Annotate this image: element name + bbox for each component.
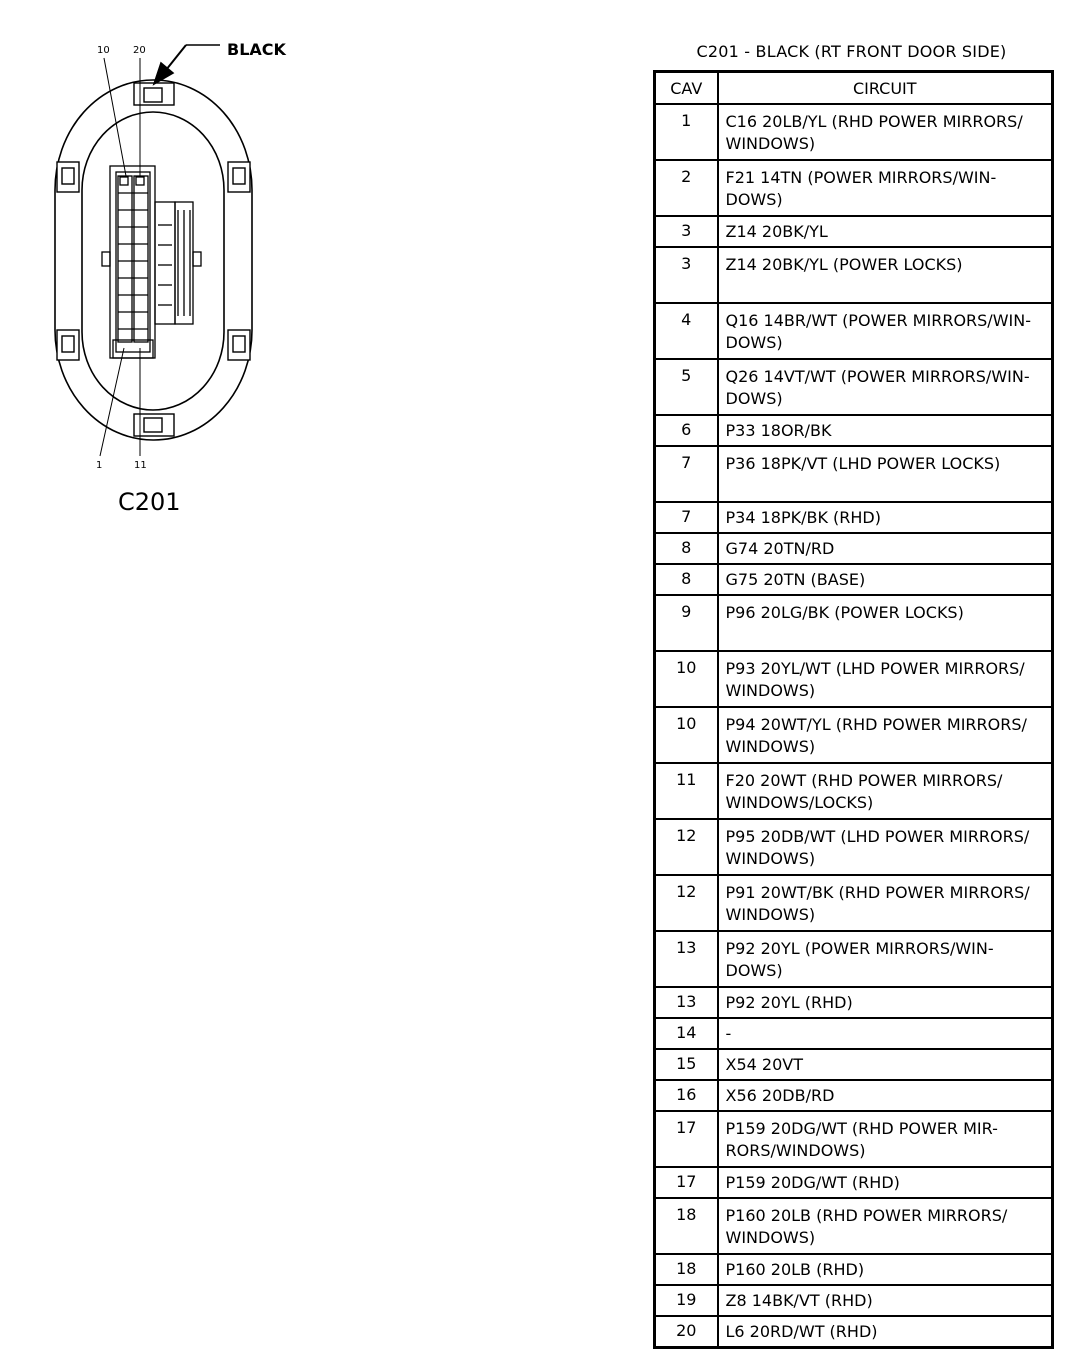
pinout-table (653, 70, 1054, 1349)
table-row (655, 104, 1053, 160)
circuit-cell: P159 20DG/WT (RHD POWER MIR- RORS/WINDOWS) (718, 1111, 1053, 1167)
table-row (655, 564, 1053, 595)
circuit-cell: G75 20TN (BASE) (718, 564, 1053, 595)
cav-cell: 3 (655, 247, 718, 303)
circuit-cell: Z14 20BK/YL (POWER LOCKS) (718, 247, 1053, 303)
cav-cell: 11 (655, 763, 718, 819)
table-row (655, 1167, 1053, 1198)
cav-cell: 13 (655, 987, 718, 1018)
cav-cell: 2 (655, 160, 718, 216)
table-row (655, 763, 1053, 819)
table-row (655, 247, 1053, 303)
cav-cell: 17 (655, 1111, 718, 1167)
cav-cell: 17 (655, 1167, 718, 1198)
cav-cell: 4 (655, 303, 718, 359)
circuit-cell: Q16 14BR/WT (POWER MIRRORS/WIN- DOWS) (718, 303, 1053, 359)
table-row (655, 1111, 1053, 1167)
cav-cell: 8 (655, 564, 718, 595)
connector-inner-seal (82, 112, 224, 410)
cav-cell: 1 (655, 104, 718, 160)
circuit-cell: G74 20TN/RD (718, 533, 1053, 564)
table-row (655, 931, 1053, 987)
circuit-cell: P93 20YL/WT (LHD POWER MIRRORS/ WINDOWS) (718, 651, 1053, 707)
connector-latch-tabs (57, 83, 250, 436)
circuit-cell: P36 18PK/VT (LHD POWER LOCKS) (718, 446, 1053, 502)
table-row (655, 651, 1053, 707)
circuit-cell: P95 20DB/WT (LHD POWER MIRRORS/ WINDOWS) (718, 819, 1053, 875)
cav-cell: 5 (655, 359, 718, 415)
pinout-body (655, 104, 1053, 1348)
table-row (655, 819, 1053, 875)
table-row (655, 160, 1053, 216)
cav-cell: 12 (655, 819, 718, 875)
circuit-cell: X54 20VT (718, 1049, 1053, 1080)
cav-cell: 18 (655, 1198, 718, 1254)
cav-cell: 7 (655, 446, 718, 502)
connector-outer-housing (55, 80, 252, 440)
cav-cell: 15 (655, 1049, 718, 1080)
circuit-cell: P96 20LG/BK (POWER LOCKS) (718, 595, 1053, 651)
table-row (655, 1285, 1053, 1316)
pin-label-11: 11 (134, 460, 147, 471)
connector-diagram (40, 30, 290, 530)
cav-cell: 9 (655, 595, 718, 651)
cav-cell: 12 (655, 875, 718, 931)
cav-cell: 7 (655, 502, 718, 533)
cav-cell: 20 (655, 1316, 718, 1348)
circuit-cell: Z14 20BK/YL (718, 216, 1053, 247)
circuit-cell: C16 20LB/YL (RHD POWER MIRRORS/ WINDOWS) (718, 104, 1053, 160)
cav-cell: 16 (655, 1080, 718, 1111)
connector-color-label: BLACK (227, 40, 286, 59)
pin-label-10: 10 (97, 45, 110, 56)
table-row (655, 1080, 1053, 1111)
circuit-cell: P33 18OR/BK (718, 415, 1053, 446)
cav-cell: 3 (655, 216, 718, 247)
table-row (655, 1018, 1053, 1049)
cav-cell: 8 (655, 533, 718, 564)
table-row (655, 707, 1053, 763)
circuit-cell: P159 20DG/WT (RHD) (718, 1167, 1053, 1198)
table-row (655, 446, 1053, 502)
connector-terminal-block (102, 166, 201, 358)
table-title: C201 - BLACK (RT FRONT DOOR SIDE) (696, 42, 1007, 61)
cav-cell: 13 (655, 931, 718, 987)
circuit-cell: Q26 14VT/WT (POWER MIRRORS/WIN- DOWS) (718, 359, 1053, 415)
table-row (655, 1254, 1053, 1285)
cav-cell: 6 (655, 415, 718, 446)
table-row (655, 1316, 1053, 1348)
circuit-cell: Z8 14BK/VT (RHD) (718, 1285, 1053, 1316)
cav-cell: 10 (655, 651, 718, 707)
table-row (655, 415, 1053, 446)
table-row (655, 502, 1053, 533)
table-row (655, 533, 1053, 564)
color-pointer-arrow (154, 45, 220, 84)
connector-name-label: C201 (118, 488, 181, 516)
table-row (655, 875, 1053, 931)
table-row (655, 987, 1053, 1018)
header-circuit: CIRCUIT (718, 72, 1053, 105)
circuit-cell: P160 20LB (RHD POWER MIRRORS/ WINDOWS) (718, 1198, 1053, 1254)
circuit-cell: P92 20YL (RHD) (718, 987, 1053, 1018)
circuit-cell: P160 20LB (RHD) (718, 1254, 1053, 1285)
table-row (655, 1198, 1053, 1254)
table-header-row (655, 72, 1053, 105)
table-row (655, 595, 1053, 651)
cav-cell: 19 (655, 1285, 718, 1316)
table-row (655, 359, 1053, 415)
circuit-cell: P94 20WT/YL (RHD POWER MIRRORS/ WINDOWS) (718, 707, 1053, 763)
table-row (655, 303, 1053, 359)
table-row (655, 1049, 1053, 1080)
circuit-cell: P91 20WT/BK (RHD POWER MIRRORS/ WINDOWS) (718, 875, 1053, 931)
cav-cell: 10 (655, 707, 718, 763)
circuit-cell: P34 18PK/BK (RHD) (718, 502, 1053, 533)
circuit-cell: F21 14TN (POWER MIRRORS/WIN- DOWS) (718, 160, 1053, 216)
header-cav: CAV (655, 72, 718, 105)
circuit-cell: F20 20WT (RHD POWER MIRRORS/ WINDOWS/LOCKS) (718, 763, 1053, 819)
circuit-cell: P92 20YL (POWER MIRRORS/WIN- DOWS) (718, 931, 1053, 987)
cav-cell: 14 (655, 1018, 718, 1049)
pin-label-1: 1 (96, 460, 103, 471)
circuit-cell: - (718, 1018, 1053, 1049)
cav-cell: 18 (655, 1254, 718, 1285)
pin-label-20: 20 (133, 45, 146, 56)
circuit-cell: X56 20DB/RD (718, 1080, 1053, 1111)
table-row (655, 216, 1053, 247)
circuit-cell: L6 20RD/WT (RHD) (718, 1316, 1053, 1348)
